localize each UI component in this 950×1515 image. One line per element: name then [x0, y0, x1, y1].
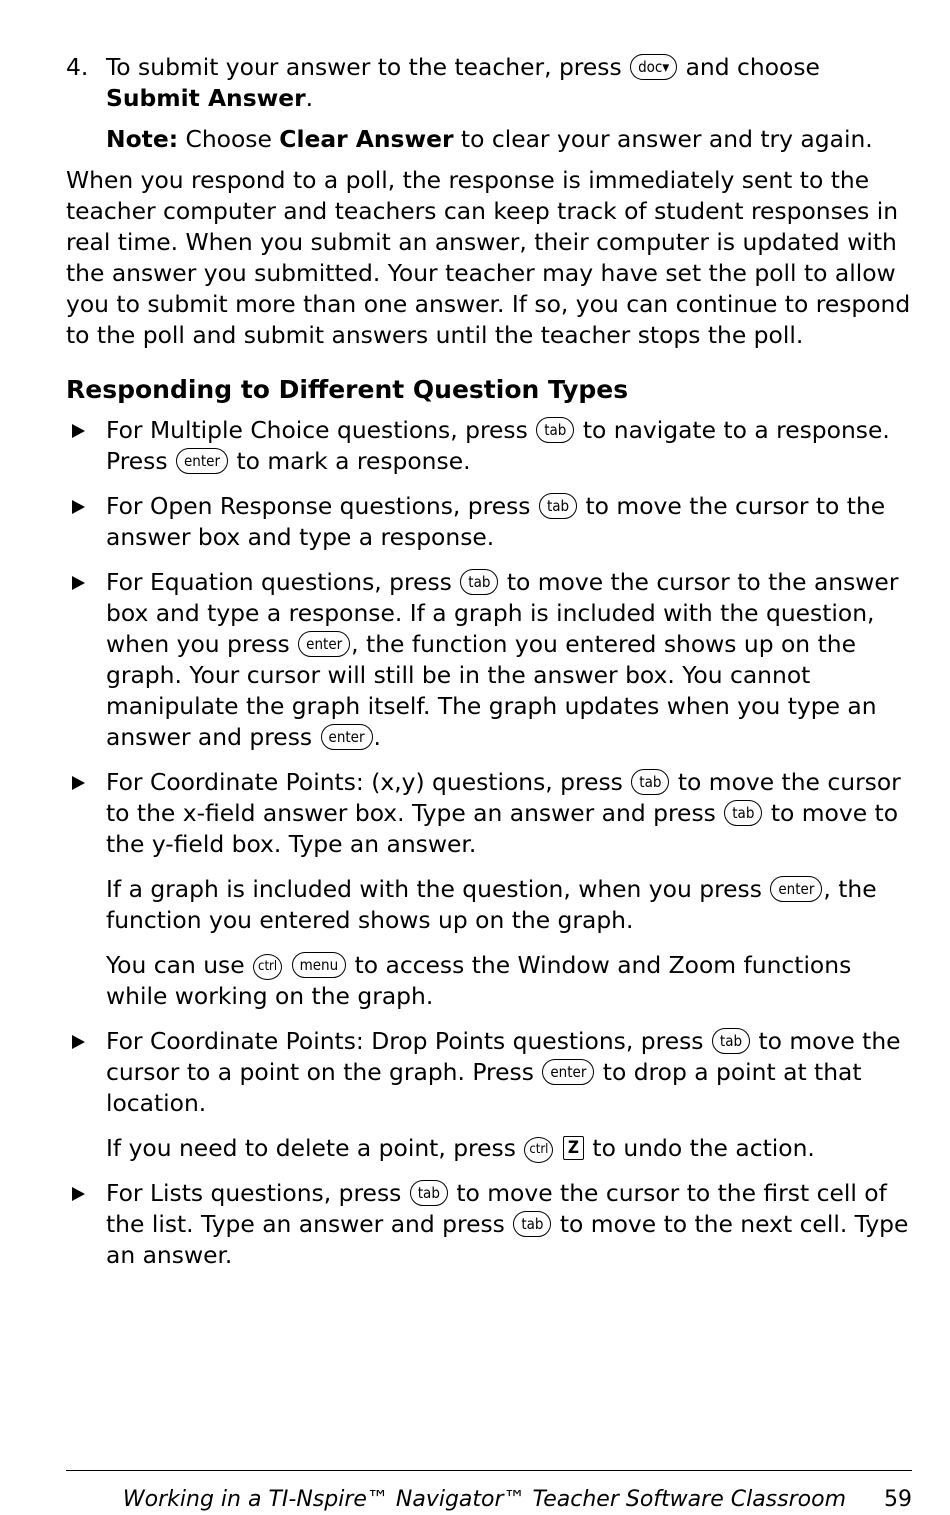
bullet-triangle-icon: [72, 1035, 85, 1049]
list-item-coordinate-points-xy: For Coordinate Points: (x,y) questions, press tab to move the cursor to the x-field answer box. Type an answer and press tab to move to the y-field box. Type an answer. If a graph is included with the question, when you press enter , the function you entered shows up on the graph. You can use ctrl menu to access the Window and Zoom functions while working on the graph.: [66, 767, 912, 1012]
note-label: Note:: [106, 125, 179, 153]
menu-key-icon: menu: [292, 952, 347, 978]
enter-key-icon: enter: [770, 876, 822, 902]
list-item-equation: For Equation questions, press tab to move the cursor to the answer box and type a response. If a graph is included with the question, when you press enter , the function you entered shows up on the graph. Your cursor will still be in the answer box. You cannot manipulate the graph itself. The graph updates when you type an answer and press enter .: [66, 567, 912, 753]
bullet-triangle-icon: [72, 776, 85, 790]
enter-key-icon: enter: [321, 724, 373, 750]
tab-key-icon: tab: [539, 493, 577, 519]
z-key-icon: Z: [563, 1136, 584, 1160]
footer-divider: [66, 1470, 912, 1471]
note: Note: Choose Clear Answer to clear your answer and try again.: [106, 125, 873, 153]
step-number: 4.: [66, 53, 89, 81]
enter-key-icon: enter: [298, 631, 350, 657]
submit-answer-label: Submit Answer: [106, 84, 306, 112]
tab-key-icon: tab: [536, 417, 574, 443]
list-item-multiple-choice: For Multiple Choice questions, press tab to navigate to a response. Press enter to mark a response.: [66, 415, 912, 477]
tab-key-icon: tab: [724, 800, 762, 826]
tab-key-icon: tab: [410, 1180, 448, 1206]
section-heading: Responding to Different Question Types: [66, 375, 629, 404]
list-item-lists: For Lists questions, press tab to move the cursor to the first cell of the list. Type an answer and press tab to move to the next cell. Type an answer.: [66, 1178, 912, 1271]
bullet-triangle-icon: [72, 424, 85, 438]
enter-key-icon: enter: [542, 1059, 594, 1085]
poll-paragraph: When you respond to a poll, the response is immediately sent to the teacher computer and teachers can keep track of student responses in real time. When you submit an answer, their computer is updated with the answer you submitted. Your teacher may have set the poll to allow you to submit more than one answer. If so, you can continue to respond to the poll and submit answers until the teacher stops the poll.: [66, 166, 911, 349]
step-4: 4. To submit your answer to the teacher, press doc▾ and choose Submit Answer.: [66, 53, 820, 112]
tab-key-icon: tab: [513, 1211, 551, 1237]
doc-key-icon: doc▾: [630, 54, 677, 80]
bullet-triangle-icon: [72, 1187, 85, 1201]
list-item-open-response: For Open Response questions, press tab to move the cursor to the answer box and type a response.: [66, 491, 912, 553]
clear-answer-label: Clear Answer: [279, 125, 454, 153]
tab-key-icon: tab: [631, 769, 669, 795]
bullet-triangle-icon: [72, 576, 85, 590]
ctrl-key-icon: ctrl: [524, 1137, 553, 1163]
enter-key-icon: enter: [176, 448, 228, 474]
tab-key-icon: tab: [712, 1028, 750, 1054]
page-number: 59: [884, 1487, 912, 1512]
question-types-list: [66, 415, 912, 1271]
ctrl-key-icon: ctrl: [253, 954, 282, 980]
bullet-triangle-icon: [72, 500, 85, 514]
tab-key-icon: tab: [460, 569, 498, 595]
page-footer: [66, 1485, 912, 1515]
page-content: [66, 52, 912, 1285]
footer-title: Working in a TI-Nspire™ Navigator™ Teacher Software Classroom: [122, 1487, 846, 1512]
list-item-coordinate-points-drop: For Coordinate Points: Drop Points questions, press tab to move the cursor to a point on the graph. Press enter to drop a point at that location. If you need to delete a point, press ctrl Z to undo the action.: [66, 1026, 912, 1164]
